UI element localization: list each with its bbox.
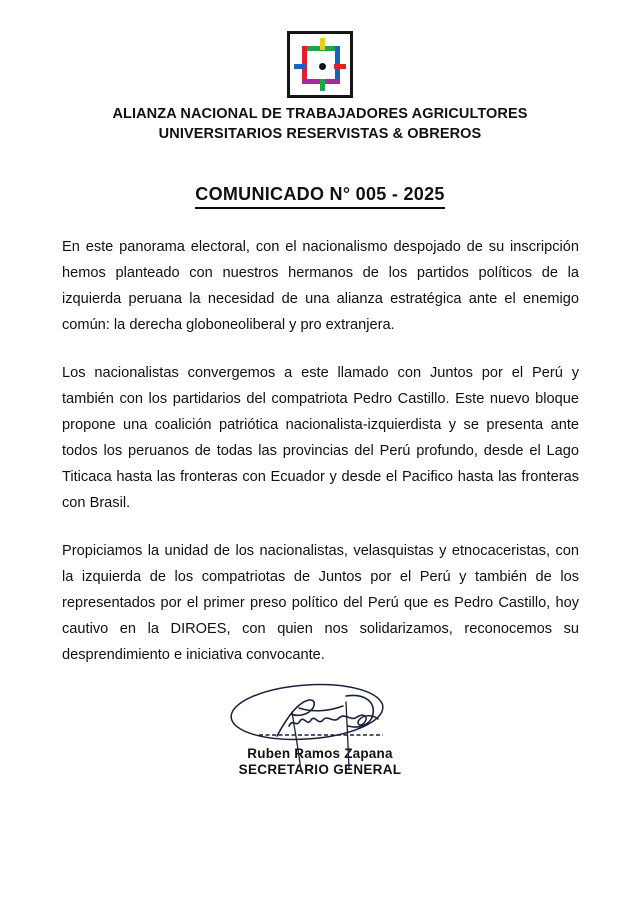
body-paragraph: Propiciamos la unidad de los nacionalistas, velasquistas y etnocaceristas, con la izquierda de los compatriotas de Juntos por el Perú y también de los representados por el primer preso político del Perú que es Pedro Castillo, hoy cautivo en la DIROES, con quien nos solidarizamos, reconocemos su desprendimiento e iniciativa convocante. [62, 543, 579, 663]
emblem-arm-right [334, 64, 346, 69]
emblem-arm-left [294, 64, 306, 69]
signatory-name: Ruben Ramos Zapana [247, 746, 393, 761]
handwritten-signature-icon [215, 672, 425, 772]
organization-header [0, 104, 640, 144]
signature-block [0, 672, 640, 777]
organization-name-line-1: ALIANZA NACIONAL DE TRABAJADORES AGRICULTORES [112, 106, 528, 122]
emblem-arm-up [320, 38, 325, 50]
body-paragraph: En este panorama electoral, con el nacionalismo despojado de su inscripción hemos planteado con nuestros hermanos de los partidos políticos de la izquierda peruana la necesidad de una alianza estratégica ante el enemigo común: la derecha globoneoliberal y pro extranjera. [62, 239, 579, 333]
emblem-arm-down [320, 79, 325, 91]
page-title-text: COMUNICADO N° 005 - 2025 [195, 184, 444, 209]
signatory-role: SECRETARIO GENERAL [238, 762, 402, 777]
organization-emblem-icon [287, 31, 353, 98]
organization-name-line-2: UNIVERSITARIOS RESERVISTAS & OBREROS [158, 126, 482, 142]
document-body [62, 234, 579, 668]
logo-container [0, 31, 640, 98]
page-title [0, 184, 640, 209]
body-paragraph: Los nacionalistas convergemos a este llamado con Juntos por el Perú y también con los partidarios del compatriota Pedro Castillo. Este nuevo bloque propone una coalición patriótica nacionalista-izquierdista y se presenta ante todos los peruanos de todas las provincias del Perú profundo, desde el Lago Titicaca hasta las fronteras con Ecuador y desde el Pacifico hasta las fronteras con Brasil. [62, 365, 579, 511]
emblem-center-dot [319, 63, 326, 70]
